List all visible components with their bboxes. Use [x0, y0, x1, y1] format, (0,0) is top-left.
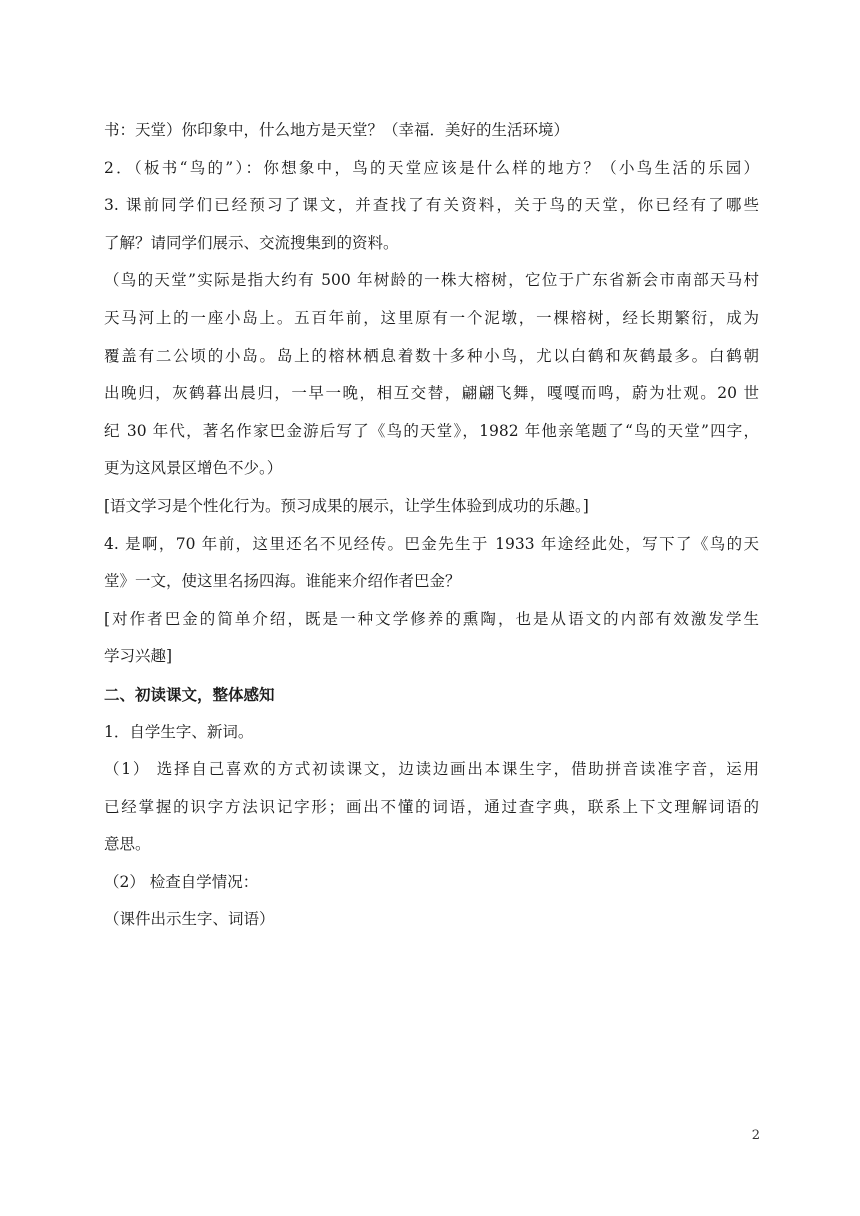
text-line: （鸟的天堂”实际是指大约有 500 年树龄的一株大榕树，它位于广东省新会市南部天马村 — [104, 271, 759, 290]
text-line: 2．（板书“鸟的”）：你想象中，鸟的天堂应该是什么样的地方？（小鸟生活的乐园） — [104, 158, 759, 177]
text-line: 书：天堂）你印象中，什么地方是天堂？（幸福．美好的生活环境） — [104, 121, 570, 139]
document-body — [104, 112, 759, 939]
text-line: 纪 30 年代，著名作家巴金游后写了《鸟的天堂》，1982 年他亲笔题了“鸟的天堂”四字， — [104, 421, 759, 440]
text-line: （2） 检查自学情况： — [104, 872, 259, 891]
annotation-line: [语文学习是个性化行为。预习成果的展示，让学生体验到成功的乐趣。] — [104, 496, 589, 515]
page-number: 2 — [751, 1128, 760, 1143]
text-line: （课件出示生字、词语） — [104, 910, 275, 929]
text-line: 更为这风景区增色不少。） — [104, 459, 283, 478]
text-line: 出晚归，灰鹤暮出晨归，一早一晚，相互交替，翩翩飞舞，嘎嘎而鸣，蔚为壮观。20 世 — [104, 384, 759, 403]
text-line: 已经掌握的识字方法识记字形；画出不懂的词语，通过查字典，联系上下文理解词语的 — [104, 797, 759, 816]
text-line: 4. 是啊，70 年前，这里还名不见经传。巴金先生于 1933 年途经此处，写下了《鸟的天 — [104, 534, 759, 553]
text-line: 堂》一文，使这里名扬四海。谁能来介绍作者巴金？ — [104, 572, 461, 591]
text-line: 3. 课前同学们已经预习了课文，并查找了有关资料，关于鸟的天堂，你已经有了哪些 — [104, 196, 759, 215]
annotation-line: 学习兴趣] — [104, 647, 173, 666]
annotation-line: [对作者巴金的简单介绍，既是一种文学修养的熏陶，也是从语文的内部有效激发学生 — [104, 609, 759, 628]
text-line: （1） 选择自己喜欢的方式初读课文，边读边画出本课生字，借助拼音读准字音，运用 — [104, 760, 759, 779]
text-line: 1．自学生字、新词。 — [104, 722, 254, 741]
text-line: 了解？请同学们展示、交流搜集到的资料。 — [104, 233, 399, 252]
text-line: 覆盖有二公顷的小岛。岛上的榕林栖息着数十多种小鸟，尤以白鹤和灰鹤最多。白鹤朝 — [104, 346, 759, 365]
section-heading: 二、初读课文，整体感知 — [104, 684, 275, 704]
text-line: 意思。 — [104, 835, 151, 854]
text-line: 天马河上的一座小岛上。五百年前，这里原有一个泥墩，一棵榕树，经长期繁衍，成为 — [104, 308, 759, 327]
